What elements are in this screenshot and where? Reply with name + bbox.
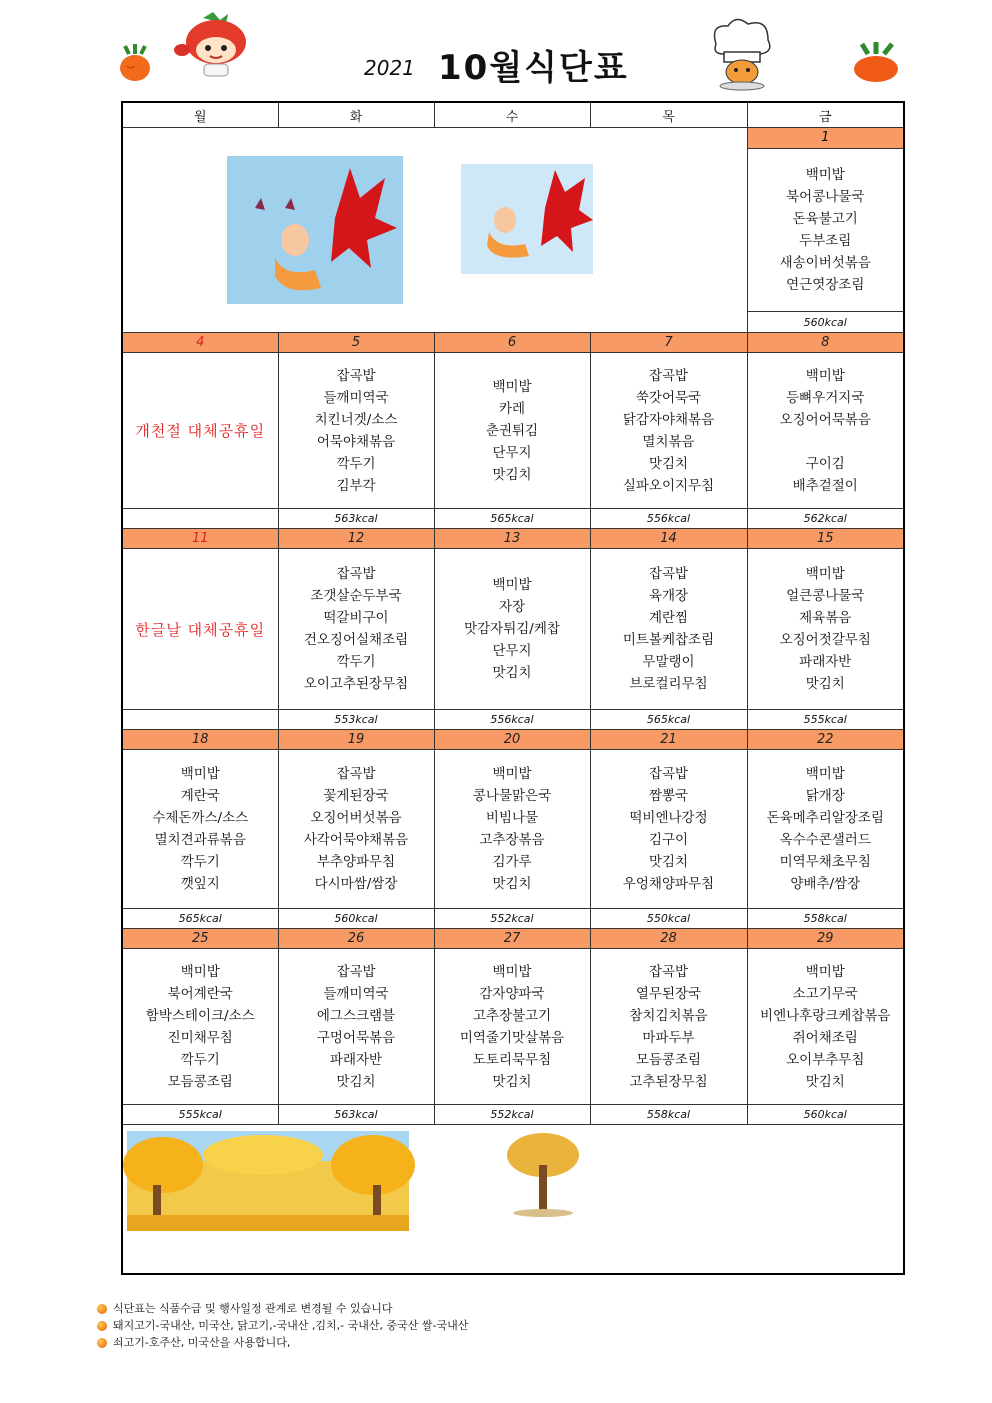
kcal-cell: 558kcal [590,1105,747,1125]
menu-item: 오징어버섯볶음 [310,810,402,826]
kcal-cell: 555kcal [747,710,904,730]
menu-item: 계란찜 [648,610,689,626]
menu-item: 배추겉절이 [792,477,858,494]
menu-item: 비엔나후랑크케찹볶음 [760,1007,891,1024]
menu-item: 고추된장무침 [629,1073,708,1090]
menu-item: 백미밥 [805,566,845,582]
date-cell: 5 [278,333,434,353]
menu-item: 미역줄기맛살볶음 [459,1029,565,1046]
date-row [122,730,904,750]
menu-cell [747,353,904,509]
menu-item: 북어콩나물국 [786,188,865,205]
menu-item: 파래자반 [329,1051,383,1068]
menu-item: 들깨미역국 [323,985,389,1002]
date-cell: 4 [122,333,278,353]
footnote [97,1317,468,1334]
menu-item: 춘권튀김 [485,422,539,439]
menu-cell [434,353,590,509]
menu-item: 백미밥 [492,766,532,782]
menu-item: 마파두부 [642,1029,695,1046]
kcal-cell: 563kcal [278,1105,434,1125]
menu-item: 맛김치 [336,1073,376,1090]
menu-item: 잡곡밥 [648,963,689,980]
menu-item: 오징어젓갈무침 [779,632,871,648]
date-cell: 14 [590,529,747,549]
menu-cell [278,949,434,1105]
menu-item: 수제돈까스/소스 [152,810,249,826]
menu-item: 잡곡밥 [336,367,376,384]
menu-cell [590,353,747,509]
title-year: 2021 [364,56,415,80]
menu-item: 돈육불고기 [792,210,858,227]
kcal-cell: 553kcal [278,710,434,730]
kcal-cell: 565kcal [434,509,590,529]
menu-cell [122,750,278,909]
menu-cell [747,549,904,710]
menu-item: 깍두기 [180,854,220,870]
menu-item: 백미밥 [492,963,532,980]
menu-item: 고추장불고기 [472,1007,552,1024]
menu-item: 잡곡밥 [648,566,689,582]
header [0,0,992,100]
menu-item: 쑥갓어묵국 [635,389,702,406]
menu-item: 두부조림 [799,232,852,249]
kcal-cell: 555kcal [122,1105,278,1125]
menu-item: 진미채무침 [167,1029,233,1046]
menu-cell [590,549,747,710]
menu-item: 양배추/쌈장 [790,876,861,892]
kcal-cell: 550kcal [590,909,747,929]
kcal-cell: 552kcal [434,909,590,929]
menu-item: 닭감자야채볶음 [622,411,715,428]
footnote-text: 쇠고기-호주산, 미국산을 사용합니다, [113,1336,291,1349]
menu-item: 옥수수콘샐러드 [779,832,871,848]
menu-item: 미역무채초무침 [779,854,871,870]
date-cell: 25 [122,929,278,949]
menu-item: 백미밥 [805,367,845,384]
menu-item: 맛김치 [805,1073,845,1090]
menu-cell [122,949,278,1105]
menu-item: 깍두기 [336,455,376,472]
date-cell: 29 [747,929,904,949]
menu-item: 맛김치 [648,455,689,472]
menu-item: 맛김치 [805,676,845,692]
chef-hat-mascot-icon [706,14,778,92]
menu-item: 맛감자튀김/케찹 [464,621,560,637]
kcal-cell: 563kcal [278,509,434,529]
kcal-cell: 556kcal [434,710,590,730]
holiday-label: 한글날 대체공휴일 [122,549,278,710]
date-cell: 28 [590,929,747,949]
menu-item: 돈육메추리알장조림 [766,810,884,826]
page-title: 10월식단표 [438,48,629,88]
menu-item: 잡곡밥 [336,766,376,782]
menu-item: 백미밥 [805,766,845,782]
menu-item: 김구이 [648,832,689,848]
menu-item: 계란국 [180,788,220,804]
kcal-row [122,710,904,730]
menu-item: 감자양파국 [479,985,545,1002]
menu-item: 오이고추된장무침 [303,676,409,692]
menu-item: 단무지 [492,444,532,461]
menu-cell [434,750,590,909]
menu-item: 깍두기 [336,654,376,670]
footnote [97,1300,468,1317]
weekday-wed: 수 [434,102,590,128]
menu-item: 백미밥 [805,166,845,183]
menu-item: 실파오이지무침 [622,477,715,494]
menu-item: 단무지 [492,643,532,659]
menu-item: 오이부추무침 [786,1051,865,1068]
kcal-cell: 560kcal [278,909,434,929]
menu-table [121,101,905,1275]
kcal-cell: 560kcal [747,312,904,333]
menu-item: 북어계란국 [167,985,233,1002]
menu-item: 새송이버섯볶음 [779,254,871,271]
kcal-cell: 565kcal [590,710,747,730]
kcal-row [122,509,904,529]
menu-item: 카레 [498,400,526,417]
menu-item: 맛김치 [648,854,689,870]
date-cell: 13 [434,529,590,549]
menu-item: 들깨미역국 [323,389,389,406]
carrot-icon [852,42,900,84]
menu-cell [590,750,747,909]
menu-item: 얼큰콩나물국 [786,588,865,604]
date-cell: 7 [590,333,747,353]
holiday-label: 개천절 대체공휴일 [122,353,278,509]
menu-cell [747,949,904,1105]
menu-item: 자장 [498,599,526,615]
menu-item: 구이김 [805,455,845,472]
footnote-text: 돼지고기-국내산, 미국산, 닭고기,-국내산 ,김치,- 국내산, 중국산 쌀-국내산 [113,1319,469,1332]
menu-item: 오징어어묵볶음 [779,411,871,428]
menu-item: 백미밥 [180,963,220,980]
date-row [122,333,904,353]
menu-item: 닭개장 [805,788,845,804]
menu-item: 맛김치 [492,1073,532,1090]
date-cell: 18 [122,730,278,750]
menu-item: 건오징어실채조림 [303,632,409,648]
date-cell: 8 [747,333,904,353]
kcal-cell: 552kcal [434,1105,590,1125]
date-cell: 12 [278,529,434,549]
menu-item: 고추장볶음 [479,832,545,848]
menu-item: 어묵야채볶음 [316,433,396,450]
menu-item: 잡곡밥 [336,963,376,980]
menu-item: 도토리묵무침 [472,1051,552,1068]
footnote [97,1334,468,1351]
menu-item: 콩나물맑은국 [472,788,552,804]
autumn-trees-area [122,1125,904,1275]
kcal-cell: 565kcal [122,909,278,929]
menu-item: 다시마쌈/쌈장 [314,876,398,892]
menu-item: 육개장 [648,588,689,604]
date-cell: 21 [590,730,747,750]
menu-item: 연근엿장조림 [786,276,865,293]
menu-item: 깻잎지 [180,876,220,892]
menu-item: 떡갈비구이 [323,610,389,626]
menu-item: 맛김치 [492,876,532,892]
carrot-icon [117,44,153,84]
menu-item: 맛김치 [492,665,532,681]
menu-item: 조갯살순두부국 [310,588,402,604]
menu-item: 소고기무국 [792,985,858,1002]
menu-item: 등뼈우거지국 [786,389,865,406]
menu-cell [278,750,434,909]
kcal-row [122,1105,904,1125]
menu-item: 짬뽕국 [648,788,689,804]
menu-cell [434,949,590,1105]
menu-item: 잡곡밥 [648,766,689,782]
date-row [122,529,904,549]
menu-cell [278,353,434,509]
date-cell: 20 [434,730,590,750]
menu-item: 멸치볶음 [642,433,695,450]
menu-item: 에그스크램블 [316,1007,396,1024]
weekday-thu: 목 [590,102,747,128]
weekday-mon: 월 [122,102,278,128]
menu-item: 백미밥 [492,378,532,395]
ginkgo-trees-image [123,1125,903,1235]
menu-item: 꽃게된장국 [323,788,389,804]
menu-item: 잡곡밥 [648,367,689,384]
date-cell: 1 [747,128,904,149]
menu-item: 백미밥 [180,766,220,782]
date-cell: 11 [122,529,278,549]
date-cell: 15 [747,529,904,549]
date-cell: 19 [278,730,434,750]
menu-item: 미트볼케찹조림 [622,632,715,648]
footnotes [97,1300,468,1351]
menu-item: 잡곡밥 [336,566,376,582]
menu-cell [434,549,590,710]
menu-item: 브로컬리무침 [629,676,708,692]
menu-cell [590,949,747,1105]
menu-item: 백미밥 [805,963,845,980]
autumn-leaf-girl-image [135,128,735,328]
menu-item: 쥐어채조림 [792,1029,858,1046]
menu-item: 함박스테이크/소스 [145,1007,255,1024]
menu-item: 비빔나물 [485,810,539,826]
menu-item: 맛김치 [492,466,532,483]
weekday-fri: 금 [747,102,904,128]
menu-item: 구멍어묵볶음 [316,1029,396,1046]
kcal-cell: 560kcal [747,1105,904,1125]
bullet-dot-icon [97,1321,107,1331]
menu-item: 깍두기 [180,1051,220,1068]
menu-item: 우엉채양파무침 [622,876,715,892]
menu-item: 무말랭이 [642,654,695,670]
kcal-cell [122,509,278,529]
date-cell: 27 [434,929,590,949]
kcal-cell: 562kcal [747,509,904,529]
menu-item: 김부각 [336,477,376,494]
date-cell: 6 [434,333,590,353]
menu-item: 치킨너겟/소스 [314,411,398,428]
menu-cell-fri-1 [747,148,904,312]
autumn-illustration-area [122,128,747,333]
date-row [122,929,904,949]
date-cell: 22 [747,730,904,750]
menu-item: 부추양파무침 [316,854,396,870]
menu-item: 멸치견과류볶음 [154,832,246,848]
kcal-cell: 556kcal [590,509,747,529]
footnote-text: 식단표는 식품수급 및 행사일정 관계로 변경될 수 있습니다 [113,1302,393,1315]
menu-item: 참치김치볶음 [629,1007,708,1024]
bullet-dot-icon [97,1304,107,1314]
menu-item: 제육볶음 [799,610,852,626]
tomato-mascot-icon [168,10,263,82]
date-cell: 26 [278,929,434,949]
kcal-row [122,909,904,929]
menu-item: 백미밥 [492,577,532,593]
menu-item: 모듬콩조림 [167,1073,233,1090]
kcal-cell [122,710,278,730]
menu-item: 사각어묵야채볶음 [303,832,409,848]
menu-item: 모듬콩조림 [635,1051,702,1068]
weekday-header-row [122,102,904,128]
kcal-cell: 558kcal [747,909,904,929]
menu-cell [747,750,904,909]
menu-item: 파래자반 [799,654,852,670]
menu-item: 김가루 [492,854,532,870]
menu-item: 떡비엔나강정 [629,810,708,826]
menu-item [748,431,904,453]
menu-cell [278,549,434,710]
weekday-tue: 화 [278,102,434,128]
bullet-dot-icon [97,1338,107,1348]
menu-item: 열무된장국 [635,985,702,1002]
